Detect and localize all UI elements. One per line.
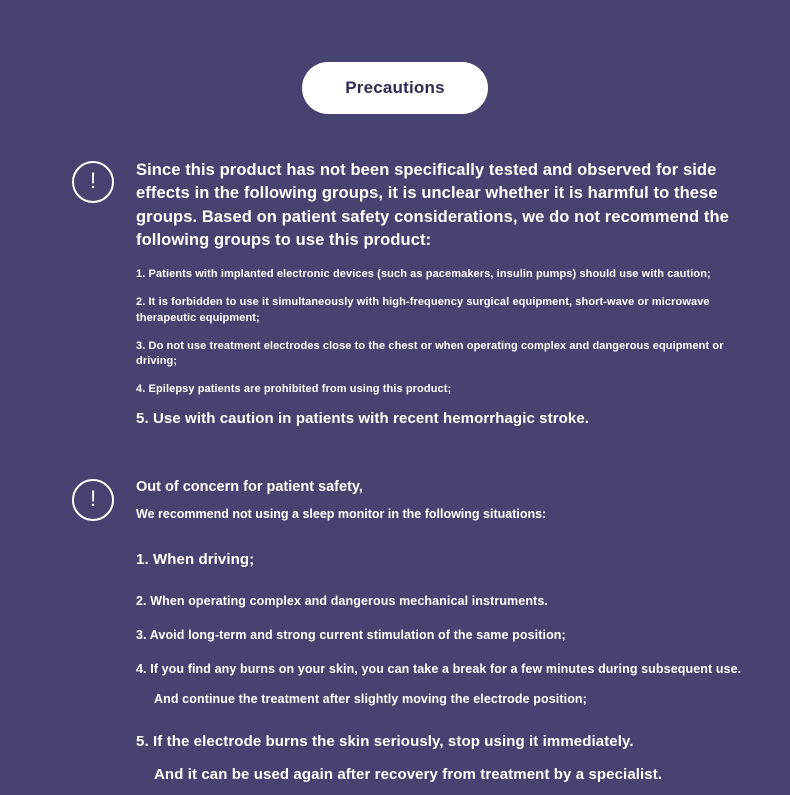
exclamation-circle-icon: !: [72, 479, 114, 521]
list-item: 1. Patients with implanted electronic devices (such as pacemakers, insulin pumps) should use with caution;: [136, 267, 711, 280]
section-contraindications-body: [136, 159, 750, 439]
list-item-continuation: And it can be used again after recovery from treatment by a specialist.: [154, 765, 663, 783]
section-two-lead: Out of concern for patient safety,: [136, 479, 363, 496]
list-item: 4. Epilepsy patients are prohibited from using this product;: [136, 383, 452, 396]
list-item-highlight: 5. Use with caution in patients with recent hemorrhagic stroke.: [136, 410, 590, 428]
list-item: 3. Do not use treatment electrodes close to the chest or when operating complex and dangerous equipment or driving;: [136, 339, 724, 368]
list-item: 1. When driving;: [136, 551, 255, 569]
section-sleep-monitor-body: [136, 477, 750, 794]
list-item: 5. If the electrode burns the skin seriously, stop using it immediately.: [136, 732, 634, 750]
list-item: 4. If you find any burns on your skin, you can take a break for a few minutes during subsequent use.: [136, 662, 742, 677]
list-item: 2. It is forbidden to use it simultaneously with high-frequency surgical equipment, short-wave or microwave therapeutic equipment;: [136, 295, 710, 324]
exclamation-circle-icon: !: [72, 161, 114, 203]
section-contraindications: [0, 159, 790, 439]
title-container: [0, 0, 790, 114]
section-two-sublead: We recommend not using a sleep monitor in the following situations:: [136, 506, 547, 521]
list-item: 2. When operating complex and dangerous mechanical instruments.: [136, 594, 548, 609]
list-item-continuation: And continue the treatment after slightly moving the electrode position;: [154, 692, 587, 707]
section-sleep-monitor: [0, 477, 790, 794]
page-title: Precautions: [302, 62, 488, 114]
section-one-lead: Since this product has not been specifically tested and observed for side effects in the following groups, it is unclear whether it is harmful to these groups. Based on patient safety considerations, we do not recommend the following groups to use this product:: [136, 161, 729, 250]
list-item: 3. Avoid long-term and strong current stimulation of the same position;: [136, 628, 566, 643]
